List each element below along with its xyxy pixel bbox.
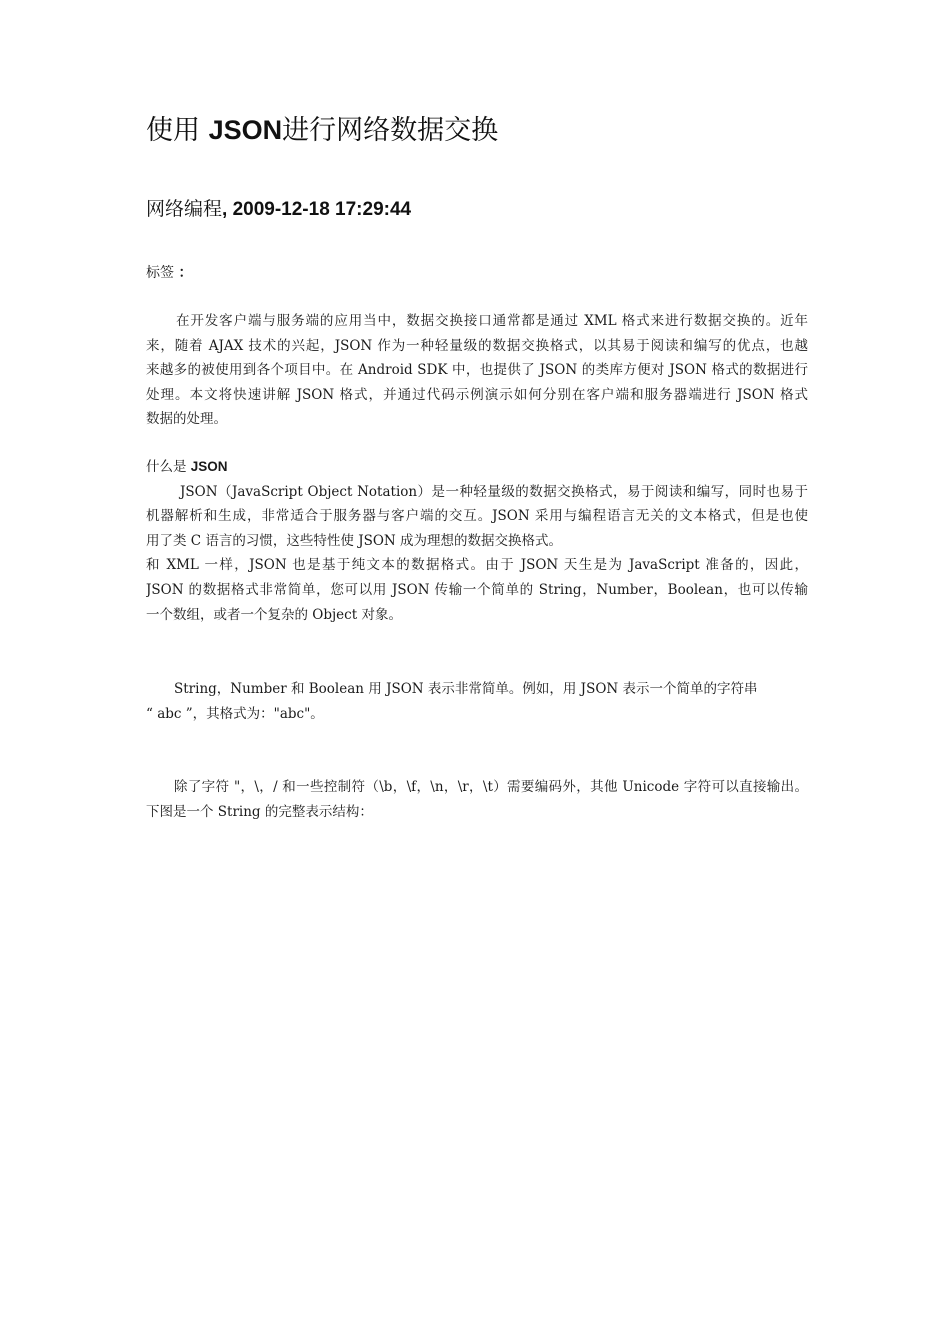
tags-label: 标签 bbox=[146, 265, 174, 281]
intro-line: 数据的处理。 bbox=[146, 411, 227, 428]
string-line: “ abc ”，其格式为："abc"。 bbox=[146, 705, 324, 722]
json-def-line: 用了类 C 语言的习惯，这些特性使 JSON 成为理想的数据交换格式。 bbox=[146, 532, 563, 549]
string-line: String，Number 和 Boolean 用 JSON 表示非常简单。例如，用 JSON 表示一个简单的字符串 bbox=[174, 681, 758, 697]
intro-line: 来，随着 AJAX 技术的兴起，JSON 作为一种轻量级的数据交换格式，以其易于阅读和编写的优点，也越 bbox=[146, 337, 808, 354]
section-heading-json: JSON bbox=[190, 459, 228, 474]
escape-paragraph bbox=[146, 775, 808, 824]
article-datetime: , 2009-12-18 17:29:44 bbox=[222, 199, 412, 220]
xml-compare-line: 和 XML 一样，JSON 也是基于纯文本的数据格式。由于 JSON 天生是为 JavaScript 准备的，因此， bbox=[146, 557, 808, 574]
string-paragraph bbox=[146, 677, 808, 726]
escape-line: 除了字符 "，\，/ 和一些控制符（\b，\f，\n，\r，\t）需要编码外，其他 Unicode 字符可以直接输出。 bbox=[174, 779, 808, 795]
tags-colon: ： bbox=[178, 264, 193, 280]
xml-compare-line: JSON 的数据格式非常简单，您可以用 JSON 传输一个简单的 String，Number，Boolean，也可以传输 bbox=[146, 581, 808, 598]
intro-line: 在开发客户端与服务端的应用当中，数据交换接口通常都是通过 XML 格式来进行数据交换的。近年 bbox=[176, 313, 808, 329]
json-def-line: 机器解析和生成，非常适合于服务器与客户端的交互。JSON 采用与编程语言无关的文本格式，但是也使 bbox=[146, 508, 808, 525]
intro-line: 来越多的被使用到各个项目中。在 Android SDK 中，也提供了 JSON 的类库方便对 JSON 格式的数据进行 bbox=[146, 362, 808, 379]
article-category: 网络编程 bbox=[146, 198, 223, 220]
xml-compare-line: 一个数组，或者一个复杂的 Object 对象。 bbox=[146, 606, 402, 623]
escape-line: 下图是一个 String 的完整表示结构： bbox=[146, 803, 373, 820]
section-what-is-json bbox=[146, 455, 808, 627]
article-title bbox=[146, 110, 846, 151]
article-tags bbox=[146, 259, 192, 286]
title-prefix: 使用 bbox=[146, 115, 200, 146]
intro-line: 处理。本文将快速讲解 JSON 格式，并通过代码示例演示如何分别在客户端和服务器端进行 JSON 格式 bbox=[146, 386, 808, 403]
intro-paragraph bbox=[146, 309, 808, 432]
article-meta bbox=[146, 194, 846, 225]
section-heading-text: 什么是 bbox=[146, 459, 191, 475]
title-suffix: 进行网络数据交换 bbox=[282, 115, 499, 146]
title-json: JSON bbox=[208, 115, 283, 145]
section-heading bbox=[146, 455, 808, 480]
json-def-line: JSON（JavaScript Object Notation）是一种轻量级的数据交换格式，易于阅读和编写，同时也易于 bbox=[180, 483, 808, 500]
